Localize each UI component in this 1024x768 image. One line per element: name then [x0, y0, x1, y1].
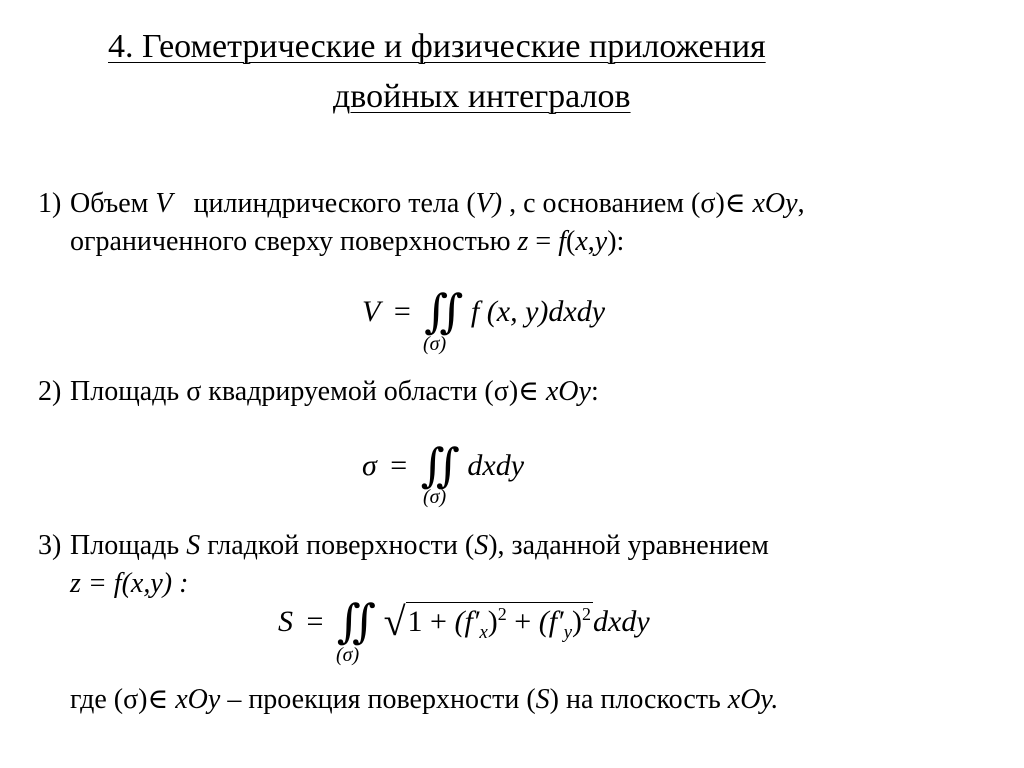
formula1-lhs: V [362, 295, 381, 328]
item1-z: z [517, 226, 529, 257]
item3-note [70, 684, 778, 716]
item2-xoy: xOy [545, 376, 591, 407]
formula3-sqrt-sign: √ [383, 599, 406, 644]
item2-line1 [70, 376, 599, 408]
item3-number: 3) [38, 530, 62, 561]
formula3-pow1: 2 [497, 604, 507, 624]
item1-f: f [558, 226, 566, 257]
formula3-plus2: + [514, 605, 532, 638]
item2-number: 2) [38, 376, 62, 407]
page-title-line1: 4. Геометрические и физические приложения [108, 28, 766, 65]
item1-text3: , с основанием (σ)∈ [502, 188, 753, 219]
item3-text: Площадь [70, 530, 187, 561]
formula1-integral-sign: ∬ [424, 286, 464, 337]
item1-comma: , [587, 226, 595, 257]
note-s: S [535, 684, 550, 715]
formula3-plus1: + [430, 605, 447, 638]
formula3 [278, 588, 650, 647]
item3-s: S [186, 530, 201, 561]
item1-line1 [70, 188, 805, 220]
item1-line2-text: ограниченного сверху поверхностью [70, 226, 518, 257]
formula3-fy-close: ) [572, 605, 583, 638]
item1-eq: = [528, 226, 559, 257]
item1-xoy: xOy [752, 188, 798, 219]
formula1-diff: dxdy [548, 295, 606, 328]
formula2-lhs: σ [362, 449, 377, 482]
item3-line1 [70, 530, 769, 562]
formula3-lhs: S [278, 605, 293, 638]
formula1-f: f [470, 295, 480, 328]
formula3-fx: (f′ [454, 605, 480, 638]
item1-text4: , [797, 188, 805, 219]
formula1-domain: (σ) [423, 333, 447, 355]
item3-text2: гладкой поверхности ( [200, 530, 475, 561]
item3-text3: ), заданной уравнением [488, 530, 769, 561]
formula3-fy: (f′ [538, 605, 564, 638]
item1-var-v: V [155, 188, 173, 219]
formula2-domain: (σ) [423, 486, 447, 508]
formula3-one: 1 [407, 605, 423, 638]
item2-text: Площадь σ квадрируемой области (σ)∈ [70, 376, 546, 407]
note-text1: где (σ)∈ [70, 684, 176, 715]
formula1-eq: = [393, 295, 411, 328]
formula1-args: (x, y) [486, 295, 549, 328]
formula3-domain: (σ) [336, 644, 360, 666]
formula2-diff: dxdy [467, 449, 525, 482]
formula3-eq: = [306, 605, 324, 638]
formula3-fx-close: ) [487, 605, 498, 638]
item3-line2: z = f(x,y) : [70, 568, 189, 599]
formula2-eq: = [390, 449, 408, 482]
item1-number: 1) [38, 188, 62, 219]
item1-line2 [70, 226, 624, 258]
note-xoy2: xOy. [727, 684, 779, 715]
formula2 [362, 432, 525, 491]
item1-text2: цилиндрического тела ( [193, 188, 476, 219]
formula3-integral-sign: ∬ [336, 596, 377, 647]
formula3-radicand [406, 602, 594, 643]
item1-paren: ( [565, 226, 576, 257]
note-xoy: xOy [175, 684, 221, 715]
item1-x: x [575, 226, 588, 257]
page-title-line2: двойных интегралов [333, 78, 631, 115]
formula3-fy-sub: y [563, 622, 573, 643]
note-text3: ) на плоскость [549, 684, 728, 715]
note-text2: – проекция поверхности ( [220, 684, 536, 715]
formula1 [362, 278, 606, 337]
formula3-pow2: 2 [582, 604, 592, 624]
formula3-fx-sub: x [479, 622, 488, 643]
item2-text2: : [590, 376, 599, 407]
item1-close: ): [607, 226, 625, 257]
item1-y: y [594, 226, 608, 257]
formula2-integral-sign: ∬ [420, 440, 460, 491]
formula3-diff: dxdy [593, 605, 650, 638]
item1-text: Объем [70, 188, 156, 219]
item3-s2: S [474, 530, 489, 561]
item1-var-v2: V) [475, 188, 503, 219]
